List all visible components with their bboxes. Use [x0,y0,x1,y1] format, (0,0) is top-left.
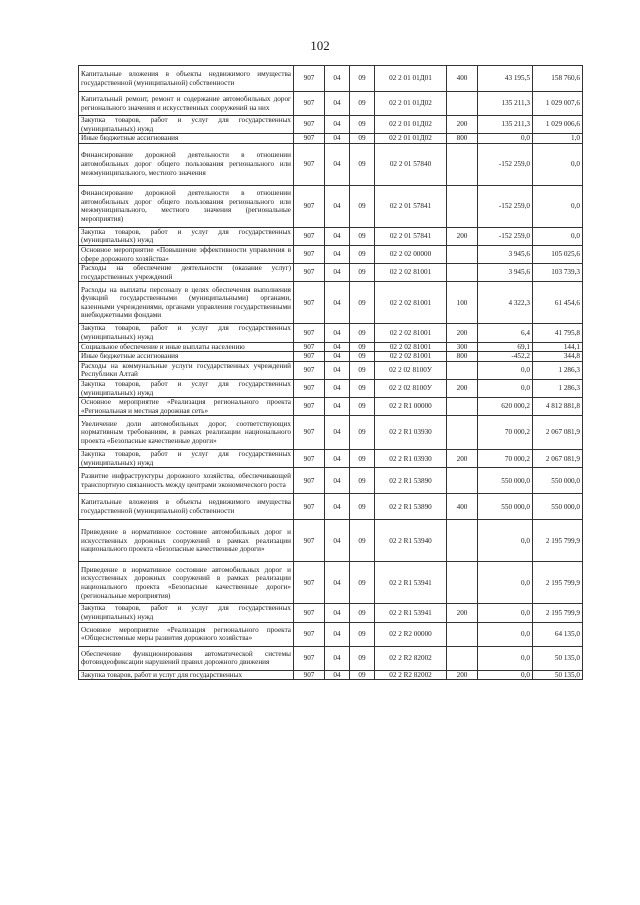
subsection-code: 09 [350,646,375,670]
ved-code: 907 [294,468,325,494]
row-name: Расходы на обеспечение деятельности (оказание услуг) государственных учреждений [79,264,294,282]
ved-code: 907 [294,379,325,397]
table-row [79,416,583,450]
table-row [79,227,583,245]
section-code: 04 [325,622,350,646]
target-article: 02 2 01 01Д02 [375,116,447,134]
ved-code: 907 [294,134,325,144]
amount-change: 0,0 [478,134,533,144]
ved-code: 907 [294,604,325,622]
section-code: 04 [325,227,350,245]
row-name: Закупка товаров, работ и услуг для государственных (муниципальных) нужд [79,324,294,342]
row-name: Основное мероприятие «Реализация регионального проекта «Региональная и местная дорожная сеть» [79,398,294,416]
amount-change: 0,0 [478,520,533,562]
subsection-code: 09 [350,468,375,494]
table-row [79,646,583,670]
table-row [79,622,583,646]
section-code: 04 [325,143,350,185]
target-article: 02 2 R2 00000 [375,622,447,646]
expense-type [447,245,478,263]
amount-total: 61 454,6 [533,282,583,324]
subsection-code: 09 [350,520,375,562]
subsection-code: 09 [350,245,375,263]
expense-type [447,520,478,562]
target-article: 02 2 R2 82002 [375,646,447,670]
section-code: 04 [325,450,350,468]
amount-total: 41 795,8 [533,324,583,342]
section-code: 04 [325,324,350,342]
subsection-code: 09 [350,670,375,680]
target-article: 02 2 R1 53941 [375,562,447,604]
row-name: Закупка товаров, работ и услуг для государственных [79,670,294,680]
section-code: 04 [325,342,350,352]
expense-type: 800 [447,134,478,144]
table-row [79,562,583,604]
ved-code: 907 [294,116,325,134]
section-code: 04 [325,282,350,324]
subsection-code: 09 [350,185,375,227]
subsection-code: 09 [350,398,375,416]
expense-type: 100 [447,282,478,324]
target-article: 02 2 R1 53941 [375,604,447,622]
ved-code: 907 [294,562,325,604]
row-name: Финансирование дорожной деятельности в отношении автомобильных дорог общего пользования регионального или межмуниципального, местного значения (региональные мероприятия) [79,185,294,227]
amount-total: 50 135,0 [533,646,583,670]
amount-total: 1 029 007,6 [533,92,583,116]
subsection-code: 09 [350,562,375,604]
target-article: 02 2 01 01Д01 [375,66,447,92]
amount-change: -152 259,0 [478,227,533,245]
expense-type [447,398,478,416]
subsection-code: 09 [350,227,375,245]
amount-change: 0,0 [478,562,533,604]
target-article: 02 2 02 81001 [375,342,447,352]
amount-change: 0,0 [478,361,533,379]
subsection-code: 09 [350,143,375,185]
row-name: Увеличение доли автомобильных дорог, соответствующих нормативным требованиям, в рамках реализации национального проекта «Безопасные качественные дороги» [79,416,294,450]
amount-total: 0,0 [533,227,583,245]
ved-code: 907 [294,66,325,92]
amount-change: 3 945,6 [478,245,533,263]
amount-total: 2 195 799,9 [533,604,583,622]
amount-change: 0,0 [478,622,533,646]
section-code: 04 [325,92,350,116]
ved-code: 907 [294,494,325,520]
amount-change: 0,0 [478,604,533,622]
ved-code: 907 [294,143,325,185]
table-row [79,116,583,134]
amount-change: 70 000,2 [478,416,533,450]
table-row [79,379,583,397]
amount-change: 6,4 [478,324,533,342]
target-article: 02 2 02 8100У [375,379,447,397]
expense-type [447,143,478,185]
section-code: 04 [325,398,350,416]
subsection-code: 09 [350,134,375,144]
row-name: Социальное обеспечение и иные выплаты населению [79,342,294,352]
row-name: Капитальные вложения в объекты недвижимого имущества государственной (муниципальной) собственности [79,66,294,92]
amount-total: 1 286,3 [533,361,583,379]
row-name: Капитальные вложения в объекты недвижимого имущества государственной (муниципальной) собственности [79,494,294,520]
target-article: 02 2 02 81001 [375,324,447,342]
amount-total: 2 195 799,9 [533,562,583,604]
section-code: 04 [325,245,350,263]
expense-type: 200 [447,604,478,622]
subsection-code: 09 [350,361,375,379]
row-name: Развитие инфраструктуры дорожного хозяйства, обеспечивающей транспортную связанность между центрами экономического роста [79,468,294,494]
subsection-code: 09 [350,604,375,622]
section-code: 04 [325,66,350,92]
subsection-code: 09 [350,622,375,646]
section-code: 04 [325,670,350,680]
row-name: Обеспечение функционирования автоматической системы фотовидеофиксации нарушений правил дорожного движения [79,646,294,670]
section-code: 04 [325,604,350,622]
row-name: Расходы на коммунальные услуги государственных учреждений Республики Алтай [79,361,294,379]
subsection-code: 09 [350,66,375,92]
subsection-code: 09 [350,494,375,520]
ved-code: 907 [294,185,325,227]
ved-code: 907 [294,324,325,342]
expense-type: 200 [447,324,478,342]
row-name: Иные бюджетные ассигнования [79,134,294,144]
target-article: 02 2 02 00000 [375,245,447,263]
amount-change: 0,0 [478,646,533,670]
amount-change: 4 322,3 [478,282,533,324]
budget-table [78,65,583,680]
row-name: Закупка товаров, работ и услуг для государственных (муниципальных) нужд [79,379,294,397]
amount-total: 2 067 081,9 [533,450,583,468]
target-article: 02 2 R2 82002 [375,670,447,680]
amount-change: 135 211,3 [478,116,533,134]
amount-change: 620 000,2 [478,398,533,416]
expense-type [447,622,478,646]
expense-type [447,264,478,282]
subsection-code: 09 [350,379,375,397]
ved-code: 907 [294,245,325,263]
subsection-code: 09 [350,352,375,362]
section-code: 04 [325,520,350,562]
subsection-code: 09 [350,282,375,324]
amount-total: 50 135,0 [533,670,583,680]
expense-type [447,92,478,116]
target-article: 02 2 01 57841 [375,185,447,227]
table-row [79,245,583,263]
row-name: Закупка товаров, работ и услуг для государственных (муниципальных) нужд [79,604,294,622]
amount-change: 0,0 [478,379,533,397]
amount-total: 550 000,0 [533,494,583,520]
amount-total: 64 135,0 [533,622,583,646]
ved-code: 907 [294,670,325,680]
target-article: 02 2 R1 53940 [375,520,447,562]
target-article: 02 2 R1 53890 [375,494,447,520]
section-code: 04 [325,562,350,604]
section-code: 04 [325,116,350,134]
target-article: 02 2 01 57840 [375,143,447,185]
row-name: Закупка товаров, работ и услуг для государственных (муниципальных) нужд [79,116,294,134]
table-row [79,361,583,379]
amount-change: -152 259,0 [478,185,533,227]
amount-total: 344,8 [533,352,583,362]
ved-code: 907 [294,520,325,562]
row-name: Иные бюджетные ассигнования [79,352,294,362]
row-name: Закупка товаров, работ и услуг для государственных (муниципальных) нужд [79,450,294,468]
amount-total: 2 067 081,9 [533,416,583,450]
table-row [79,134,583,144]
section-code: 04 [325,264,350,282]
ved-code: 907 [294,398,325,416]
ved-code: 907 [294,361,325,379]
row-name: Приведение в нормативное состояние автомобильных дорог и искусственных дорожных сооружений в рамках реализации национального проекта «Безопасные качественные дороги» (региональные мероприятия) [79,562,294,604]
expense-type [447,562,478,604]
table-row [79,185,583,227]
amount-total: 1 286,3 [533,379,583,397]
table-row [79,604,583,622]
expense-type [447,416,478,450]
amount-total: 158 760,6 [533,66,583,92]
amount-total: 1,0 [533,134,583,144]
table-row [79,92,583,116]
section-code: 04 [325,185,350,227]
ved-code: 907 [294,227,325,245]
table-row [79,494,583,520]
target-article: 02 2 R1 03930 [375,416,447,450]
row-name: Приведение в нормативное состояние автомобильных дорог и искусственных дорожных сооружений в рамках реализации национального проекта «Безопасные качественные дороги» [79,520,294,562]
amount-change: -452,2 [478,352,533,362]
table-row [79,324,583,342]
amount-change: 0,0 [478,670,533,680]
amount-change: -152 259,0 [478,143,533,185]
amount-change: 135 211,3 [478,92,533,116]
amount-total: 2 195 799,9 [533,520,583,562]
section-code: 04 [325,352,350,362]
subsection-code: 09 [350,264,375,282]
amount-total: 1 029 006,6 [533,116,583,134]
row-name: Расходы на выплаты персоналу в целях обеспечения выполнения функций государственными (муниципальными) органами, казенными учреждениями, органами управления государственными внебюджетными фондами [79,282,294,324]
amount-total: 103 739,3 [533,264,583,282]
ved-code: 907 [294,646,325,670]
target-article: 02 2 02 81001 [375,282,447,324]
ved-code: 907 [294,92,325,116]
table-row [79,282,583,324]
subsection-code: 09 [350,342,375,352]
ved-code: 907 [294,264,325,282]
page-number: 102 [310,38,330,53]
amount-change: 69,1 [478,342,533,352]
ved-code: 907 [294,352,325,362]
target-article: 02 2 01 57841 [375,227,447,245]
target-article: 02 2 02 8100У [375,361,447,379]
expense-type: 200 [447,116,478,134]
table-row [79,468,583,494]
amount-total: 4 812 881,8 [533,398,583,416]
row-name: Закупка товаров, работ и услуг для государственных (муниципальных) нужд [79,227,294,245]
section-code: 04 [325,646,350,670]
table-row [79,670,583,680]
row-name: Капитальный ремонт, ремонт и содержание автомобильных дорог регионального значения и искусственных сооружений на них [79,92,294,116]
table-row [79,342,583,352]
expense-type: 200 [447,379,478,397]
target-article: 02 2 01 01Д02 [375,134,447,144]
row-name: Финансирование дорожной деятельности в отношении автомобильных дорог общего пользования регионального или межмуниципального, местного значения [79,143,294,185]
row-name: Основное мероприятие «Повышение эффективности управления в сфере дорожного хозяйства» [79,245,294,263]
amount-change: 550 000,0 [478,468,533,494]
amount-change: 43 195,5 [478,66,533,92]
subsection-code: 09 [350,92,375,116]
expense-type: 200 [447,670,478,680]
target-article: 02 2 R1 03930 [375,450,447,468]
table-row [79,143,583,185]
amount-total: 0,0 [533,185,583,227]
table-row [79,450,583,468]
table-row [79,520,583,562]
section-code: 04 [325,134,350,144]
target-article: 02 2 01 01Д02 [375,92,447,116]
expense-type: 800 [447,352,478,362]
target-article: 02 2 R1 53890 [375,468,447,494]
subsection-code: 09 [350,324,375,342]
amount-change: 3 945,6 [478,264,533,282]
target-article: 02 2 R1 00000 [375,398,447,416]
section-code: 04 [325,468,350,494]
expense-type [447,468,478,494]
section-code: 04 [325,361,350,379]
ved-code: 907 [294,342,325,352]
ved-code: 907 [294,416,325,450]
amount-change: 550 000,0 [478,494,533,520]
expense-type: 400 [447,66,478,92]
row-name: Основное мероприятие «Реализация регионального проекта «Общесистемные меры развития дорожного хозяйства» [79,622,294,646]
section-code: 04 [325,379,350,397]
amount-total: 144,1 [533,342,583,352]
ved-code: 907 [294,622,325,646]
expense-type [447,361,478,379]
table-row [79,66,583,92]
amount-total: 0,0 [533,143,583,185]
amount-change: 70 000,2 [478,450,533,468]
table-row [79,264,583,282]
subsection-code: 09 [350,450,375,468]
expense-type: 200 [447,227,478,245]
expense-type: 400 [447,494,478,520]
amount-total: 550 000,0 [533,468,583,494]
expense-type: 200 [447,450,478,468]
table-row [79,352,583,362]
expense-type [447,185,478,227]
amount-total: 105 025,6 [533,245,583,263]
ved-code: 907 [294,450,325,468]
subsection-code: 09 [350,416,375,450]
section-code: 04 [325,494,350,520]
expense-type [447,646,478,670]
target-article: 02 2 02 81001 [375,352,447,362]
table-row [79,398,583,416]
target-article: 02 2 02 81001 [375,264,447,282]
section-code: 04 [325,416,350,450]
ved-code: 907 [294,282,325,324]
subsection-code: 09 [350,116,375,134]
expense-type: 300 [447,342,478,352]
